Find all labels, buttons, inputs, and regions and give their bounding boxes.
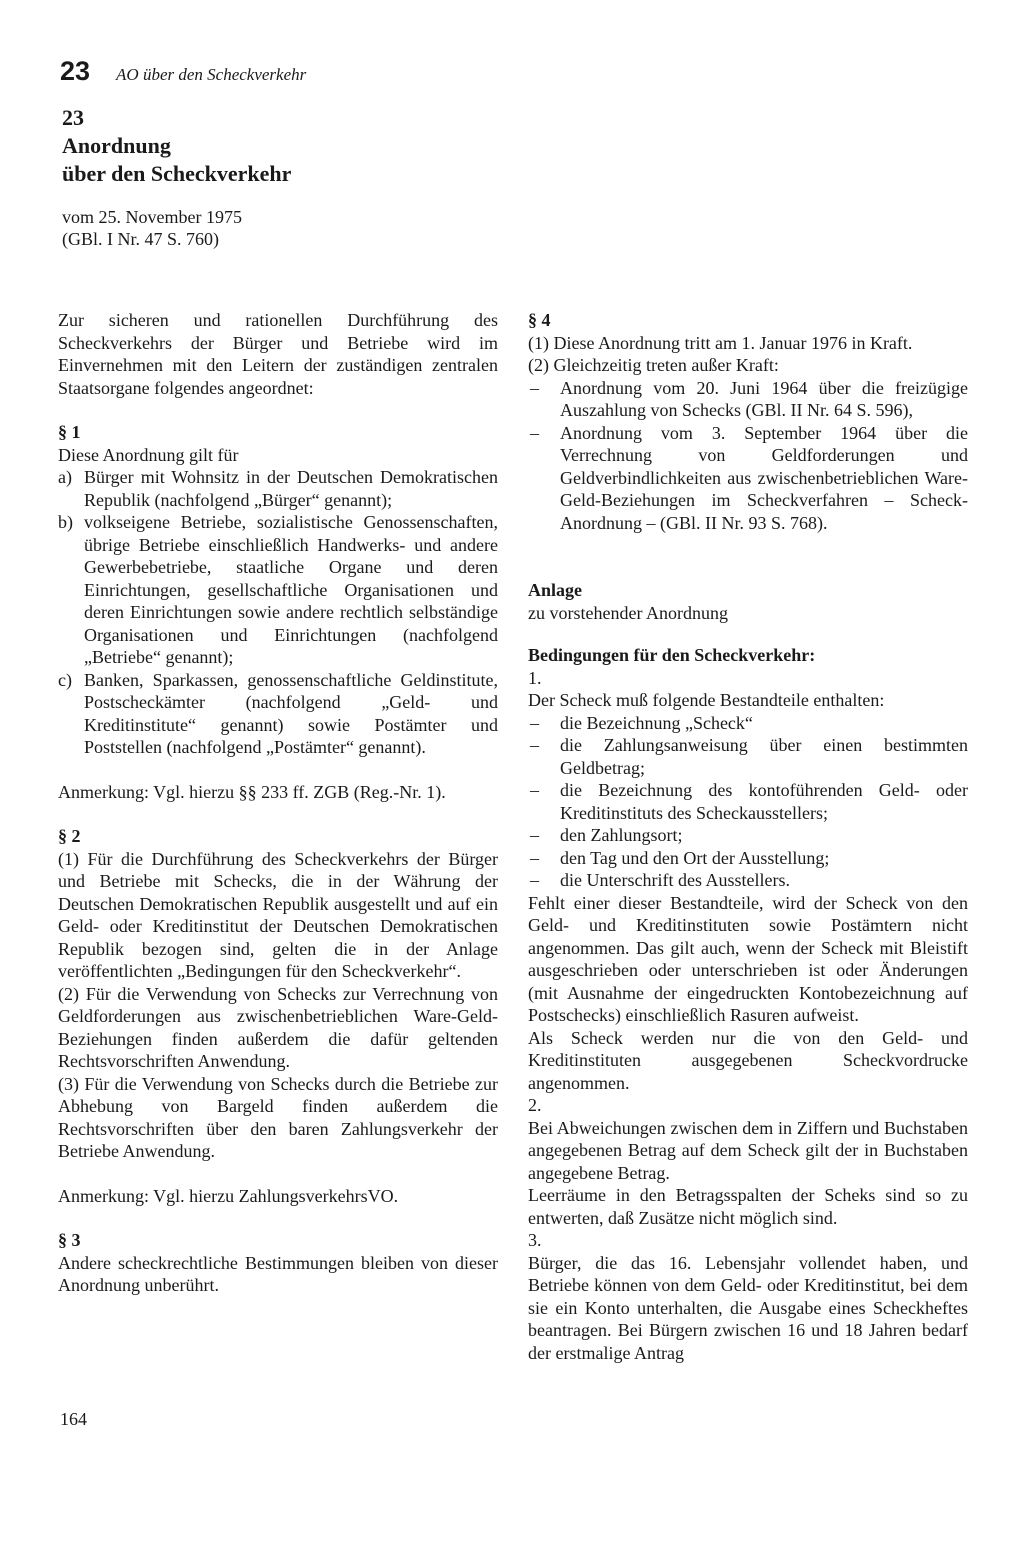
preamble: Zur sicheren und rationellen Durchführung des Scheckverkehrs der Bürger und Betriebe wird im Einvernehmen mit den Leitern der zuständigen zentralen Staatsorgane folgendes angeordnet: (58, 310, 498, 398)
left-column (58, 309, 498, 1297)
condition-1-list (528, 712, 968, 892)
dash-marker: – (530, 422, 539, 443)
section-1-heading: § 1 (58, 422, 81, 442)
section-2-para-3: (3) Für die Verwendung von Schecks durch die Betriebe zur Abhebung von Bargeld finden außerdem die Rechtsvorschriften über den baren Zahlungsverkehr der Betriebe Anwendung. (58, 1073, 498, 1161)
condition-1-intro: Der Scheck muß folgende Bestandteile enthalten: (528, 690, 885, 710)
section-2-para-1: (1) Für die Durchführung des Scheckverkehrs der Bürger und Betriebe mit Schecks, die in der Währung der Deutschen Demokratischen Republik ausgestellt und auf ein Geld- oder Kreditinstitut der Deutschen Demokratischen Republik bezogen sind, gelten die in der Anlage veröffentlichten „Bedingungen für den Scheckverkehr“. (58, 848, 498, 981)
list-item-text: die Unterschrift des Ausstellers. (560, 870, 790, 890)
section-1-list (58, 466, 498, 759)
list-item-text: die Bezeichnung „Scheck“ (560, 712, 753, 733)
condition-1-para-1: Fehlt einer dieser Bestandteile, wird der Scheck von den Geld- und Kreditinstituten sowie Postämtern nicht angenommen. Das gilt auch, wenn der Scheck mit Bleistift ausgeschrieben oder unterschrieben ist oder Änderungen (mit Ausnahme der eingedruckten Kontobezeichnung auf Postschecks) einschließlich Rasuren aufweist. (528, 892, 968, 1025)
list-item-text: die Bezeichnung des kontoführenden Geld- oder Kreditinstituts des Scheckausstellers; (560, 780, 968, 823)
right-column (528, 309, 968, 1364)
list-item (528, 422, 968, 535)
document-source: (GBl. I Nr. 47 S. 760) (62, 229, 219, 249)
section-2 (58, 825, 498, 1207)
condition-2-para-1: Bei Abweichungen zwischen dem in Ziffern und Buchstaben angegebenen Betrag auf dem Scheck gilt der in Buchstaben angegebene Betrag. (528, 1117, 968, 1183)
list-item (528, 824, 968, 847)
condition-2-para-2: Leerräume in den Betragsspalten der Scheks sind so zu entwerten, daß Zusätze nicht möglich sind. (528, 1185, 968, 1228)
section-3 (58, 1229, 498, 1297)
section-2-note: Anmerkung: Vgl. hierzu ZahlungsverkehrsVO. (58, 1185, 399, 1206)
section-1 (58, 421, 498, 803)
list-item-text: die Zahlungsanweisung über einen bestimmten Geldbetrag; (560, 735, 968, 778)
dash-marker: – (530, 780, 539, 800)
list-item (528, 779, 968, 824)
anlage-heading: Anlage (528, 580, 582, 600)
condition-1-number: 1. (528, 667, 542, 688)
list-item (58, 511, 498, 669)
list-item (528, 712, 968, 735)
document-title-line2: über den Scheckverkehr (62, 161, 292, 186)
anlage (528, 579, 968, 1364)
list-marker: a) (58, 467, 72, 487)
section-4-heading: § 4 (528, 310, 551, 330)
list-item (58, 669, 498, 759)
list-item-text: den Zahlungsort; (560, 825, 683, 845)
dash-marker: – (530, 712, 539, 733)
list-marker: b) (58, 512, 73, 532)
section-4 (528, 309, 968, 534)
dash-marker: – (530, 735, 539, 755)
condition-2-number: 2. (528, 1095, 542, 1115)
document-title-line1: Anordnung (62, 133, 171, 158)
dash-marker: – (530, 377, 539, 398)
condition-3-number: 3. (528, 1230, 542, 1250)
section-1-note: Anmerkung: Vgl. hierzu §§ 233 ff. ZGB (Reg.-Nr. 1). (58, 781, 446, 802)
dash-marker: – (530, 825, 539, 845)
list-item (528, 847, 968, 870)
list-marker: c) (58, 669, 72, 690)
running-header (60, 56, 306, 87)
header-title: AO über den Scheckverkehr (116, 65, 307, 84)
list-item-text: Anordnung vom 20. Juni 1964 über die freizügige Auszahlung von Schecks (GBl. II Nr. 64 S. 596), (560, 377, 968, 420)
section-4-para-1: (1) Diese Anordnung tritt am 1. Januar 1976 in Kraft. (528, 332, 913, 353)
dash-marker: – (530, 870, 539, 890)
section-2-para-2: (2) Für die Verwendung von Schecks zur Verrechnung von Geldforderungen aus zwischenbetrieblichen Ware-Geld-Beziehungen finden außerdem die dafür geltenden Rechtsvorschriften Anwendung. (58, 983, 498, 1071)
list-item-text: volkseigene Betriebe, sozialistische Genossenschaften, übrige Betriebe einschließlich Handwerks- und andere Gewerbebetriebe, staatliche Organe und deren Einrichtungen, gesellschaftliche Organisationen und deren Einrichtungen sowie andere rechtlich selbständige Organisationen und Einrichtungen (nachfolgend „Betriebe“ genannt); (84, 512, 498, 667)
condition-3-para-1: Bürger, die das 16. Lebensjahr vollendet haben, und Betriebe können von dem Geld- oder Kreditinstitut, bei dem sie ein Konto unterhalten, die Ausgabe eines Scheckheftes beantragen. Bei Bürgern zwischen 16 und 18 Jahren bedarf der erstmalige Antrag (528, 1252, 968, 1363)
section-1-intro: Diese Anordnung gilt für (58, 444, 239, 465)
list-item (528, 377, 968, 422)
anlage-subtitle: zu vorstehender Anordnung (528, 602, 728, 623)
section-2-heading: § 2 (58, 826, 81, 846)
page-number: 164 (60, 1409, 87, 1429)
section-4-list (528, 377, 968, 535)
condition-1-para-2: Als Scheck werden nur die von den Geld- und Kreditinstituten ausgegebenen Scheckvordrucke angenommen. (528, 1027, 968, 1093)
list-item (528, 869, 968, 892)
list-item (58, 466, 498, 511)
section-3-heading: § 3 (58, 1230, 81, 1250)
document-date: vom 25. November 1975 (62, 207, 242, 227)
document-number: 23 (62, 105, 84, 130)
section-4-para-2: (2) Gleichzeitig treten außer Kraft: (528, 355, 779, 375)
dash-marker: – (530, 847, 539, 868)
document-heading (62, 104, 522, 250)
header-number: 23 (60, 56, 91, 86)
section-3-text: Andere scheckrechtliche Bestimmungen bleiben von dieser Anordnung unberührt. (58, 1252, 498, 1295)
list-item-text: Banken, Sparkassen, genossenschaftliche Geldinstitute, Postscheckämter (nachfolgend „Geld- und Kreditinstitute“ genannt) sowie Postämter und Poststellen (nachfolgend „Postämter“ genannt). (84, 669, 498, 757)
list-item-text: Anordnung vom 3. September 1964 über die Verrechnung von Geldforderungen und Geldverbindlichkeiten aus zwischenbetrieblichen Ware-Geld-Beziehungen im Scheckverfahren – Scheck-Anordnung – (GBl. II Nr. 93 S. 768). (560, 422, 968, 533)
list-item-text: Bürger mit Wohnsitz in der Deutschen Demokratischen Republik (nachfolgend „Bürger“ genannt); (84, 467, 498, 510)
conditions-heading: Bedingungen für den Scheckverkehr: (528, 645, 816, 665)
list-item (528, 734, 968, 779)
list-item-text: den Tag und den Ort der Ausstellung; (560, 847, 830, 868)
